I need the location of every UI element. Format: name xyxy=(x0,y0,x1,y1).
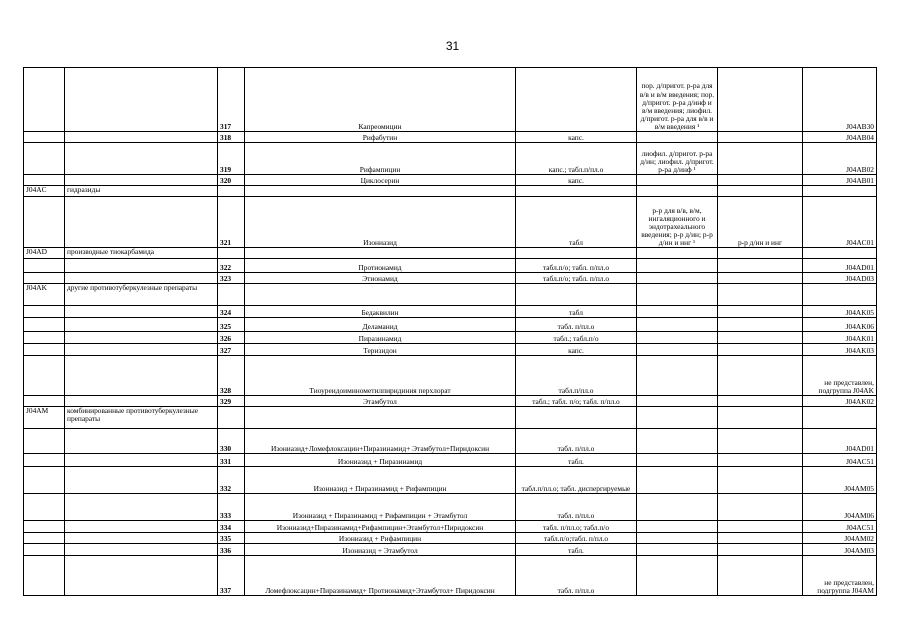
atc-code: J04AB30 xyxy=(803,68,877,132)
row-number: 326 xyxy=(218,332,245,344)
group-row xyxy=(24,407,877,429)
row-number xyxy=(218,407,245,429)
dosage-form-hospital xyxy=(637,494,718,521)
atc-code: J04AD01 xyxy=(803,259,877,273)
table-row xyxy=(24,68,877,132)
dosage-form-other xyxy=(718,494,803,521)
table-row xyxy=(24,175,877,186)
atc-code: J04AC51 xyxy=(803,521,877,533)
drug-name: Ломефлоксацин+Пиразинамид+ Протионамид+Этамбутол+ Пиридоксин xyxy=(245,556,516,596)
dosage-form-hospital xyxy=(637,556,718,596)
row-number: 332 xyxy=(218,467,245,494)
drug-name: Изониазид + Рифампицин xyxy=(245,533,516,544)
dosage-form: табл. п/пл.о xyxy=(516,494,637,521)
atc-group-name xyxy=(65,344,218,356)
dosage-form-hospital xyxy=(637,344,718,356)
drug-name: Изониазид+Ломефлоксацин+Пиразинамид+ Этамбутол+Пиридоксин xyxy=(245,429,516,454)
atc-group-code xyxy=(24,68,65,132)
dosage-form-hospital xyxy=(637,396,718,407)
row-number: 335 xyxy=(218,533,245,544)
table-row xyxy=(24,467,877,494)
drug-name: Этионамид xyxy=(245,273,516,284)
atc-group-name: гидразиды xyxy=(65,186,218,197)
atc-group-code xyxy=(24,344,65,356)
table-row xyxy=(24,306,877,318)
table-row xyxy=(24,197,877,248)
atc-group-code xyxy=(24,318,65,332)
dosage-form-other xyxy=(718,273,803,284)
dosage-form-other xyxy=(718,344,803,356)
atc-group-name xyxy=(65,273,218,284)
table-row xyxy=(24,396,877,407)
dosage-form: табл xyxy=(516,197,637,248)
row-number: 331 xyxy=(218,454,245,467)
row-number: 329 xyxy=(218,396,245,407)
table-row xyxy=(24,344,877,356)
drug-name xyxy=(245,186,516,197)
dosage-form-other xyxy=(718,356,803,396)
atc-code: J04AK06 xyxy=(803,318,877,332)
dosage-form: табл.п/о;табл. п/пл.о xyxy=(516,533,637,544)
dosage-form xyxy=(516,284,637,306)
dosage-form-hospital xyxy=(637,186,718,197)
dosage-form: табл. п/пл.о xyxy=(516,429,637,454)
drug-name xyxy=(245,407,516,429)
table-row xyxy=(24,132,877,143)
atc-code: J04AB01 xyxy=(803,175,877,186)
atc-group-code xyxy=(24,454,65,467)
dosage-form: табл.п/пл.о; табл. диспергируемые xyxy=(516,467,637,494)
dosage-form-hospital xyxy=(637,318,718,332)
dosage-form-hospital xyxy=(637,332,718,344)
atc-code xyxy=(803,248,877,259)
dosage-form-other xyxy=(718,556,803,596)
atc-code: J04AM06 xyxy=(803,494,877,521)
atc-group-name xyxy=(65,533,218,544)
dosage-form: табл.п/пл.о xyxy=(516,356,637,396)
atc-code xyxy=(803,407,877,429)
row-number: 325 xyxy=(218,318,245,332)
row-number: 328 xyxy=(218,356,245,396)
dosage-form-other xyxy=(718,407,803,429)
atc-group-code xyxy=(24,175,65,186)
dosage-form: табл. п/пл.о xyxy=(516,318,637,332)
atc-group-name xyxy=(65,332,218,344)
drug-list-table xyxy=(23,67,877,596)
dosage-form-other xyxy=(718,533,803,544)
atc-group-code xyxy=(24,533,65,544)
drug-name xyxy=(245,284,516,306)
atc-group-name: производные тиокарбамида xyxy=(65,248,218,259)
table-row xyxy=(24,318,877,332)
table-row xyxy=(24,544,877,556)
atc-group-name xyxy=(65,494,218,521)
drug-name: Изониазид xyxy=(245,197,516,248)
atc-group-code xyxy=(24,132,65,143)
atc-code: не представлен, подгруппа J04AK xyxy=(803,356,877,396)
atc-group-code xyxy=(24,467,65,494)
atc-group-name xyxy=(65,544,218,556)
dosage-form: табл. п/пл.о xyxy=(516,556,637,596)
row-number: 334 xyxy=(218,521,245,533)
table-row xyxy=(24,332,877,344)
table-row xyxy=(24,521,877,533)
atc-code: J04AD03 xyxy=(803,273,877,284)
atc-group-name xyxy=(65,68,218,132)
table-row xyxy=(24,454,877,467)
dosage-form-other xyxy=(718,318,803,332)
atc-group-name: комбинированные противотуберкулезные препараты xyxy=(65,407,218,429)
dosage-form: табл xyxy=(516,306,637,318)
drug-name: Тиоуреидоиминометилпиридиния перхлорат xyxy=(245,356,516,396)
group-row xyxy=(24,284,877,306)
dosage-form-other xyxy=(718,284,803,306)
row-number: 321 xyxy=(218,197,245,248)
dosage-form-other xyxy=(718,132,803,143)
drug-name: Рифампицин xyxy=(245,143,516,175)
row-number: 327 xyxy=(218,344,245,356)
dosage-form-hospital xyxy=(637,248,718,259)
drug-name: Изониазид + Этамбутол xyxy=(245,544,516,556)
dosage-form-other xyxy=(718,429,803,454)
dosage-form-other xyxy=(718,306,803,318)
atc-group-name xyxy=(65,197,218,248)
table-row xyxy=(24,356,877,396)
row-number: 336 xyxy=(218,544,245,556)
drug-name: Изониазид + Пиразинамид + Рифампицин xyxy=(245,467,516,494)
atc-code: J04AB04 xyxy=(803,132,877,143)
table-row xyxy=(24,273,877,284)
drug-name: Изониазид+Пиразинамид+Рифампицин+Этамбутол+Пиридоксин xyxy=(245,521,516,533)
atc-group-name: другие противотуберкулезные препараты xyxy=(65,284,218,306)
table-row xyxy=(24,556,877,596)
dosage-form-other xyxy=(718,259,803,273)
dosage-form xyxy=(516,248,637,259)
atc-group-name xyxy=(65,259,218,273)
atc-group-code xyxy=(24,556,65,596)
atc-group-code: J04AC xyxy=(24,186,65,197)
dosage-form-hospital xyxy=(637,284,718,306)
dosage-form-hospital xyxy=(637,429,718,454)
group-row xyxy=(24,186,877,197)
atc-group-name xyxy=(65,306,218,318)
atc-code: J04AC01 xyxy=(803,197,877,248)
dosage-form-other xyxy=(718,332,803,344)
drug-name: Этамбутол xyxy=(245,396,516,407)
drug-name: Пиразинамид xyxy=(245,332,516,344)
atc-group-code xyxy=(24,259,65,273)
row-number xyxy=(218,248,245,259)
atc-code: J04AM02 xyxy=(803,533,877,544)
atc-code: не представлен, подгруппа J04AM xyxy=(803,556,877,596)
row-number: 319 xyxy=(218,143,245,175)
atc-group-code xyxy=(24,332,65,344)
atc-group-code xyxy=(24,544,65,556)
atc-code: J04AK02 xyxy=(803,396,877,407)
dosage-form: капс. xyxy=(516,175,637,186)
drug-name xyxy=(245,248,516,259)
atc-code: J04AC51 xyxy=(803,454,877,467)
atc-group-name xyxy=(65,356,218,396)
atc-group-code xyxy=(24,521,65,533)
atc-group-name xyxy=(65,143,218,175)
dosage-form-hospital: р-р для в/в, в/м, ингаляционного и эндотрахеального введения; р-р д/ин; р-р д/ин и инг ¹ xyxy=(637,197,718,248)
dosage-form: табл.; табл. п/о; табл. п/пл.о xyxy=(516,396,637,407)
table-row xyxy=(24,494,877,521)
table-row xyxy=(24,429,877,454)
atc-group-name xyxy=(65,556,218,596)
dosage-form-hospital xyxy=(637,521,718,533)
dosage-form-other xyxy=(718,396,803,407)
row-number xyxy=(218,284,245,306)
dosage-form-hospital xyxy=(637,533,718,544)
atc-group-name xyxy=(65,396,218,407)
atc-group-name xyxy=(65,521,218,533)
atc-code: J04AK03 xyxy=(803,344,877,356)
dosage-form: капс.; табл.п/пл.о xyxy=(516,143,637,175)
atc-group-name xyxy=(65,429,218,454)
atc-group-name xyxy=(65,467,218,494)
row-number: 320 xyxy=(218,175,245,186)
dosage-form-other xyxy=(718,175,803,186)
dosage-form: табл. п/пл.о; табл.п/о xyxy=(516,521,637,533)
drug-name: Теризидон xyxy=(245,344,516,356)
dosage-form-other xyxy=(718,143,803,175)
drug-name: Деламанид xyxy=(245,318,516,332)
atc-group-code xyxy=(24,273,65,284)
row-number: 330 xyxy=(218,429,245,454)
atc-code: J04AK01 xyxy=(803,332,877,344)
dosage-form-hospital xyxy=(637,273,718,284)
dosage-form-hospital xyxy=(637,407,718,429)
dosage-form: капс. xyxy=(516,344,637,356)
row-number: 317 xyxy=(218,68,245,132)
dosage-form: капс. xyxy=(516,132,637,143)
atc-group-name xyxy=(65,318,218,332)
atc-group-code xyxy=(24,396,65,407)
dosage-form-hospital: лиофил. д/пригот. р-ра д/ин; лиофил. д/пригот. р-ра д/инф ¹ xyxy=(637,143,718,175)
table-row xyxy=(24,143,877,175)
dosage-form-hospital xyxy=(637,544,718,556)
dosage-form-hospital xyxy=(637,467,718,494)
atc-group-code xyxy=(24,429,65,454)
table-body xyxy=(24,68,877,596)
atc-group-name xyxy=(65,175,218,186)
dosage-form-other xyxy=(718,454,803,467)
row-number: 324 xyxy=(218,306,245,318)
atc-code xyxy=(803,186,877,197)
dosage-form xyxy=(516,68,637,132)
drug-name: Капреомицин xyxy=(245,68,516,132)
dosage-form-hospital xyxy=(637,306,718,318)
dosage-form-hospital xyxy=(637,454,718,467)
dosage-form: табл.п/о; табл. п/пл.о xyxy=(516,259,637,273)
drug-name: Циклосерин xyxy=(245,175,516,186)
atc-group-code: J04AK xyxy=(24,284,65,306)
atc-code: J04AK05 xyxy=(803,306,877,318)
atc-group-name xyxy=(65,132,218,143)
drug-name: Рифабутин xyxy=(245,132,516,143)
dosage-form-hospital: пор. д/пригот. р-ра для в/в и в/м введения; пор. д/пригот. р-ра д/инф и в/м введения; лиофил. д/пригот. р-ра для в/в и в/м введения ¹ xyxy=(637,68,718,132)
dosage-form-hospital xyxy=(637,132,718,143)
atc-code xyxy=(803,284,877,306)
row-number xyxy=(218,186,245,197)
drug-name: Бедаквилин xyxy=(245,306,516,318)
atc-group-code xyxy=(24,143,65,175)
atc-code: J04AD01 xyxy=(803,429,877,454)
dosage-form: табл. xyxy=(516,544,637,556)
drug-name: Изониазид + Пиразинамид + Рифампицин + Этамбутол xyxy=(245,494,516,521)
atc-code: J04AM03 xyxy=(803,544,877,556)
dosage-form-other xyxy=(718,68,803,132)
dosage-form-hospital xyxy=(637,259,718,273)
drug-name: Изониазид + Пиразинамид xyxy=(245,454,516,467)
atc-group-code xyxy=(24,197,65,248)
row-number: 318 xyxy=(218,132,245,143)
atc-group-code xyxy=(24,306,65,318)
dosage-form-hospital xyxy=(637,175,718,186)
drug-name: Протионамид xyxy=(245,259,516,273)
atc-group-code: J04AD xyxy=(24,248,65,259)
dosage-form-other xyxy=(718,521,803,533)
dosage-form xyxy=(516,407,637,429)
dosage-form-other xyxy=(718,544,803,556)
row-number: 323 xyxy=(218,273,245,284)
table-row xyxy=(24,533,877,544)
dosage-form-other: р-р д/ин и инг xyxy=(718,197,803,248)
row-number: 333 xyxy=(218,494,245,521)
atc-code: J04AM05 xyxy=(803,467,877,494)
atc-group-code: J04AM xyxy=(24,407,65,429)
table-row xyxy=(24,259,877,273)
atc-group-code xyxy=(24,356,65,396)
row-number: 322 xyxy=(218,259,245,273)
dosage-form: табл.п/о; табл. п/пл.о xyxy=(516,273,637,284)
atc-group-code xyxy=(24,494,65,521)
page-number: 31 xyxy=(445,39,460,53)
atc-group-name xyxy=(65,454,218,467)
dosage-form-other xyxy=(718,248,803,259)
dosage-form-other xyxy=(718,186,803,197)
dosage-form xyxy=(516,186,637,197)
dosage-form-hospital xyxy=(637,356,718,396)
dosage-form: табл. xyxy=(516,454,637,467)
row-number: 337 xyxy=(218,556,245,596)
dosage-form-other xyxy=(718,467,803,494)
group-row xyxy=(24,248,877,259)
dosage-form: табл.; табл.п/о xyxy=(516,332,637,344)
atc-code: J04AB02 xyxy=(803,143,877,175)
